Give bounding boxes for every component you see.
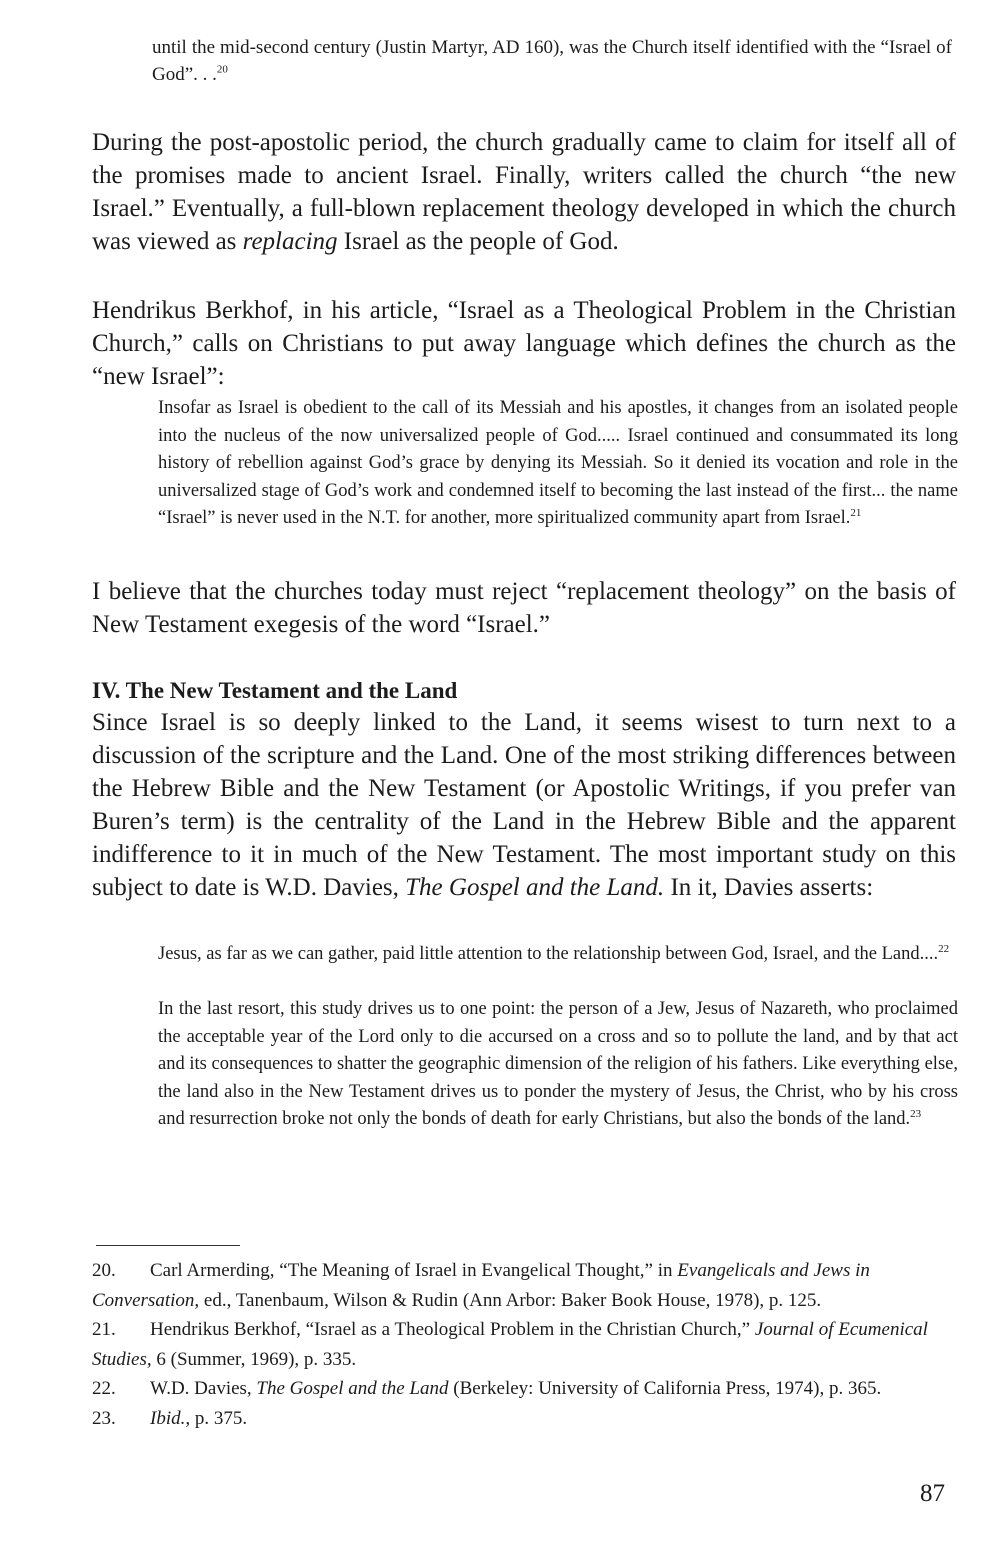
footnote-text: 6 (Summer, 1969), p. 335. bbox=[151, 1348, 357, 1370]
page-number: 87 bbox=[920, 1480, 945, 1507]
paragraph-berkhof: Hendrikus Berkhof, in his article, “Israel as a Theological Problem in the Christian Church,” calls on Christians to put away language which defines the church as the “new Israel”: bbox=[92, 297, 956, 390]
footnote-text: W.D. Davies, bbox=[150, 1378, 257, 1399]
footnote-21 bbox=[92, 1315, 958, 1374]
block-quote-davies-2 bbox=[158, 996, 958, 1134]
quote-text: Insofar as Israel is obedient to the call of its Messiah and his apostles, it changes from an isolated people into the nucleus of the now universalized people of God..... Israel continued and consummated its long history of rebellion against God’s grace by denying its Messiah. So it denied its vocation and role in the universalized stage of God’s work and condemned itself to becoming the last instead of the first... the name “Israel” is never used in the N.T. for another, more spiritualized community apart from Israel. bbox=[158, 398, 958, 528]
footnote-divider bbox=[96, 1245, 240, 1246]
section-heading: IV. The New Testament and the Land bbox=[92, 678, 458, 703]
footnote-22 bbox=[92, 1374, 958, 1404]
footnotes bbox=[92, 1256, 958, 1433]
block-quote-continuation bbox=[152, 34, 952, 88]
footnote-title: Journal of Ecumenical Studies, bbox=[92, 1319, 928, 1370]
paragraph-replacement-theology: I believe that the churches today must reject “replacement theology” on the basis of New Testament exegesis of the word “Israel.” bbox=[92, 578, 956, 638]
footnote-number: 22. bbox=[92, 1378, 116, 1399]
footnote-20 bbox=[92, 1256, 958, 1315]
footnote-text: (Berkeley: University of California Press, 1974), p. 365. bbox=[448, 1378, 882, 1399]
quote-text: Jesus, as far as we can gather, paid little attention to the relationship between God, Israel, and the Land.... bbox=[158, 944, 939, 964]
paragraph-text: In it, Davies asserts: bbox=[664, 874, 874, 901]
paragraph-text: Israel as the people of God. bbox=[337, 228, 619, 255]
book-title: The Gospel and the Land. bbox=[405, 874, 665, 901]
footnote-23 bbox=[92, 1404, 958, 1434]
footnote-title: The Gospel and the Land bbox=[256, 1378, 449, 1399]
footnote-number: 21. bbox=[92, 1319, 116, 1340]
emphasis-text: replacing bbox=[242, 228, 338, 255]
footnote-text: Hendrikus Berkhof, “Israel as a Theological Problem in the Christian Church,” bbox=[150, 1319, 755, 1340]
block-quote-davies-1 bbox=[158, 941, 958, 969]
footnote-number: 23. bbox=[92, 1407, 116, 1429]
paragraph-land bbox=[92, 706, 956, 904]
quote-text: until the mid-second century (Justin Martyr, AD 160), was the Church itself identified with the “Israel of God”. . . bbox=[152, 37, 952, 85]
footnote-ref-23: 23 bbox=[910, 1107, 922, 1120]
footnote-ref-20: 20 bbox=[216, 63, 228, 76]
footnote-text: Carl Armerding, “The Meaning of Israel in Evangelical Thought,” in bbox=[150, 1260, 678, 1281]
footnote-number: 20. bbox=[92, 1260, 116, 1281]
footnote-text: ed., Tanenbaum, Wilson & Rudin (Ann Arbor: Baker Book House, 1978), p. 125. bbox=[199, 1289, 822, 1311]
footnote-title: Ibid., bbox=[150, 1407, 191, 1429]
quote-text: In the last resort, this study drives us to one point: the person of a Jew, Jesus of Nazareth, who proclaimed the acceptable year of the Lord only to die accursed on a cross and so to pollute the land, and by that act and its consequences to shatter the geographic dimension of the religion of his fathers. Like everything else, the land also in the New Testament drives us to ponder the mystery of Jesus, the Christ, who by his cross and resurrection broke not only the bonds of death for early Christians, but also the bonds of the land. bbox=[158, 999, 958, 1129]
footnote-text: p. 375. bbox=[190, 1407, 248, 1429]
paragraph-text: During the post-apostolic period, the church gradually came to claim for itself all of the promises made to ancient Israel. Finally, writers called the church “the new Israel.” Eventually, a full-blown replacement theology developed in which the church was viewed as bbox=[92, 129, 956, 255]
footnote-ref-21: 21 bbox=[850, 506, 862, 519]
footnote-title: Evangelicals and Jews in Conversation, bbox=[92, 1260, 870, 1311]
block-quote-berkhof bbox=[158, 395, 958, 533]
paragraph-post-apostolic bbox=[92, 126, 956, 258]
footnote-ref-22: 22 bbox=[938, 942, 950, 955]
paragraph-text: Since Israel is so deeply linked to the Land, it seems wisest to turn next to a discussion of the scripture and the Land. One of the most striking differences between the Hebrew Bible and the New Testament (or Apostolic Writings, if you prefer van Buren’s term) is the centrality of the Land in the Hebrew Bible and the apparent indifference to it in much of the New Testament. The most important study on this subject to date is W.D. Davies, bbox=[92, 709, 956, 901]
